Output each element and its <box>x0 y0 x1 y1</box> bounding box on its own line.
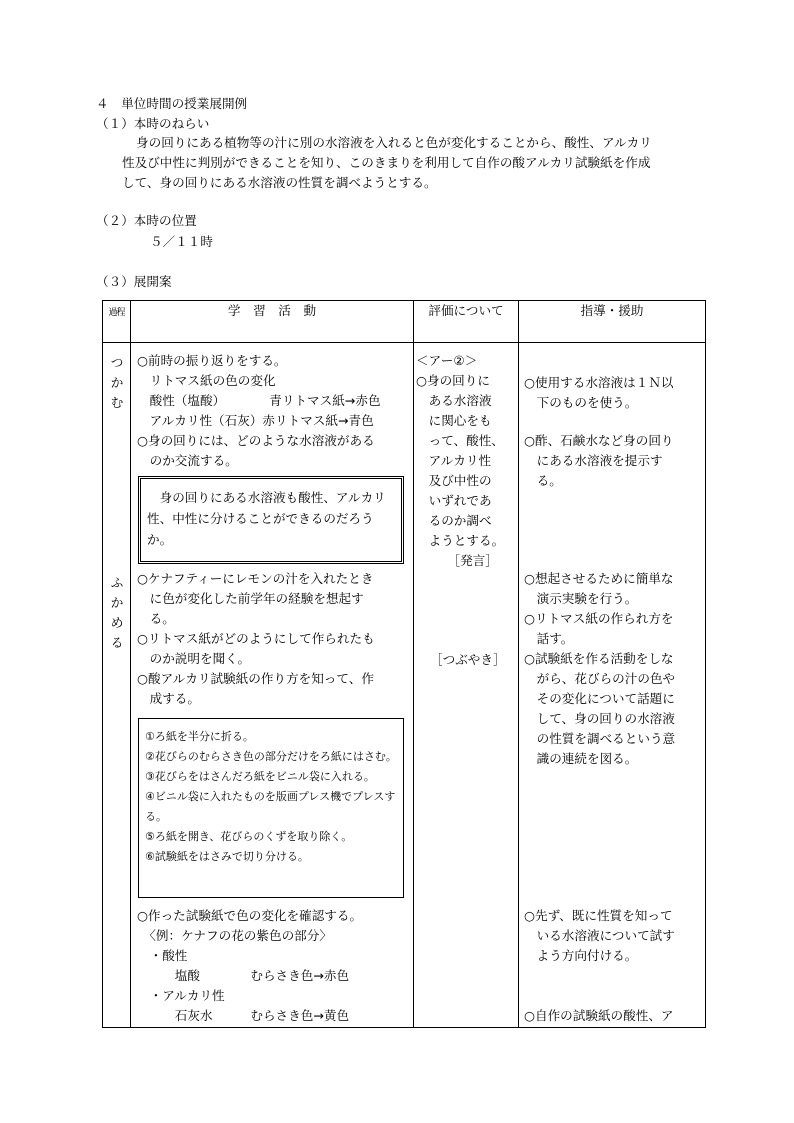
evaluation-line: 及び中性の <box>416 473 492 488</box>
activity-line: 〈例：ケナフの花の紫色の部分〉 <box>137 928 332 943</box>
evaluation-line: ○身の回りに <box>416 373 490 388</box>
aim-line: 性及び中性に判別ができることを知り、このきまりを利用して自作の酸アルカリ試験紙を作成 <box>122 155 651 170</box>
aim-line: 身の回りにある植物等の汁に別の水溶液を入れると色が変化することから、酸性、アルカリ <box>136 135 652 150</box>
header-stage: 過程 <box>103 301 131 343</box>
activity-line: ○前時の振り返りをする。 <box>137 353 287 368</box>
support-line: よう方向付ける。 <box>524 948 638 963</box>
activity-cell <box>131 343 414 1028</box>
activity-line: のか交流する。 <box>137 453 238 468</box>
stage-tsukamu: つかむ <box>110 355 124 410</box>
activity-line: アルカリ性（石灰）赤リトマス紙→青色 <box>137 413 374 428</box>
section-heading: ４ 単位時間の授業展開例 <box>96 96 248 111</box>
evaluation-line: るのか調べ <box>416 513 492 528</box>
support-line: ○先ず、既に性質を知って <box>524 908 673 923</box>
activity-line: ・酸性 <box>137 948 188 963</box>
support-line: して、身の回りの水溶液 <box>524 711 675 726</box>
evaluation-line: ［発言］ <box>416 553 498 568</box>
support-line: ○酢、石鹸水など身の回り <box>524 433 674 448</box>
plan-label: （３）展開案 <box>96 274 172 289</box>
evaluation-block-2: ［つぶやき］ <box>430 652 506 667</box>
support-line: ○使用する水溶液は１Ｎ以 <box>524 375 674 390</box>
stage-fukameru: ふかめる <box>110 575 124 650</box>
header-evaluation: 評価について <box>414 301 519 343</box>
support-block-3 <box>524 569 675 769</box>
support-block-1 <box>524 373 674 413</box>
activity-line: る。 <box>137 611 175 626</box>
support-line: の性質を調べるという意 <box>524 731 676 746</box>
stage-cell <box>103 343 131 1028</box>
position-value: ５／１１時 <box>150 234 213 249</box>
position-label: （２）本時の位置 <box>96 213 197 228</box>
activity-line: ○身の回りには、どのような水溶液がある <box>137 433 375 448</box>
evaluation-line: って、酸性、 <box>416 433 504 448</box>
activity-line: ○リトマス紙がどのようにして作られたも <box>137 631 375 646</box>
procedure-step: ②花びらのむらさき色の部分だけをろ紙にはさむ。 <box>145 750 397 763</box>
support-line: いる水溶液について試す <box>524 928 675 943</box>
activity-line: のか説明を聞く。 <box>137 651 251 666</box>
procedure-step: ⑥試験紙をはさみで切り分ける。 <box>145 850 309 863</box>
procedure-box <box>138 718 404 898</box>
procedure-step: ③花びらをはさんだろ紙をビニル袋に入れる。 <box>145 770 375 783</box>
support-line: 演示実験を行う。 <box>524 591 638 606</box>
header-support: 指導・援助 <box>519 301 706 343</box>
activity-line: 石灰水 むらさき色→黄色 <box>137 1008 350 1023</box>
evaluation-line: ＜アー②＞ <box>416 353 478 368</box>
evaluation-block-1 <box>416 351 504 571</box>
header-activity: 学 習 活 動 <box>131 301 414 343</box>
support-line: ○試験紙を作る活動をしな <box>524 651 674 666</box>
table-body-row <box>103 343 706 1028</box>
activity-line: ・アルカリ性 <box>137 988 225 1003</box>
support-line: その変化について話題に <box>524 691 675 706</box>
support-line: 識の連続を図る。 <box>524 751 638 766</box>
activity-block-3 <box>137 906 362 1026</box>
support-cell <box>519 343 706 1028</box>
activity-line: ○ケナフティーにレモンの汁を入れたとき <box>137 571 374 586</box>
activity-line: リトマス紙の色の変化 <box>137 373 276 388</box>
support-line: 話す。 <box>524 631 574 646</box>
procedure-step: ④ビニル袋に入れたものを版画プレス機でプレスする。 <box>145 790 396 823</box>
lesson-plan-table <box>102 300 706 1028</box>
support-block-4 <box>524 906 675 966</box>
support-line: ○想起させるために簡単な <box>524 571 674 586</box>
support-line: 下のものを使う。 <box>524 395 638 410</box>
activity-block-2 <box>137 569 375 709</box>
activity-line: ○酸アルカリ試験紙の作り方を知って、作 <box>137 671 374 686</box>
support-line: ○リトマス紙の作られ方を <box>524 611 674 626</box>
procedure-step: ①ろ紙を半分に折る。 <box>145 730 254 743</box>
procedure-step: ⑤ろ紙を開き、花びらのくずを取り除く。 <box>145 830 353 843</box>
activity-line: に色が変化した前学年の経験を想起す <box>137 591 364 606</box>
support-line: にある水溶液を提示す <box>524 453 663 468</box>
activity-line: ○作った試験紙で色の変化を確認する。 <box>137 908 363 923</box>
activity-block-1 <box>137 351 381 471</box>
support-block-5: ○自作の試験紙の酸性、ア <box>524 1008 674 1023</box>
evaluation-line: に関心をも <box>416 413 492 428</box>
aim-line: して、身の回りにある水溶液の性質を調べようとする。 <box>122 175 437 190</box>
aim-label: （１）本時のねらい <box>96 116 210 131</box>
table-header-row <box>103 301 706 343</box>
evaluation-line: ようとする。 <box>416 533 505 548</box>
evaluation-line: ある水溶液 <box>416 393 492 408</box>
evaluation-line: いずれであ <box>416 493 492 508</box>
question-box: 身の回りにある水溶液も酸性、アルカリ性、中性に分けることができるのだろうか。 <box>138 476 404 564</box>
support-line: がら、花びらの汁の色や <box>524 671 676 686</box>
activity-line: 塩酸 むらさき色→赤色 <box>137 968 350 983</box>
evaluation-line: アルカリ性 <box>416 453 492 468</box>
support-block-2 <box>524 431 674 491</box>
activity-line: 酸性（塩酸） 青リトマス紙→赤色 <box>137 393 381 408</box>
aim-text <box>122 133 652 193</box>
support-line: る。 <box>524 473 562 488</box>
evaluation-cell <box>414 343 519 1028</box>
activity-line: 成する。 <box>137 691 200 706</box>
